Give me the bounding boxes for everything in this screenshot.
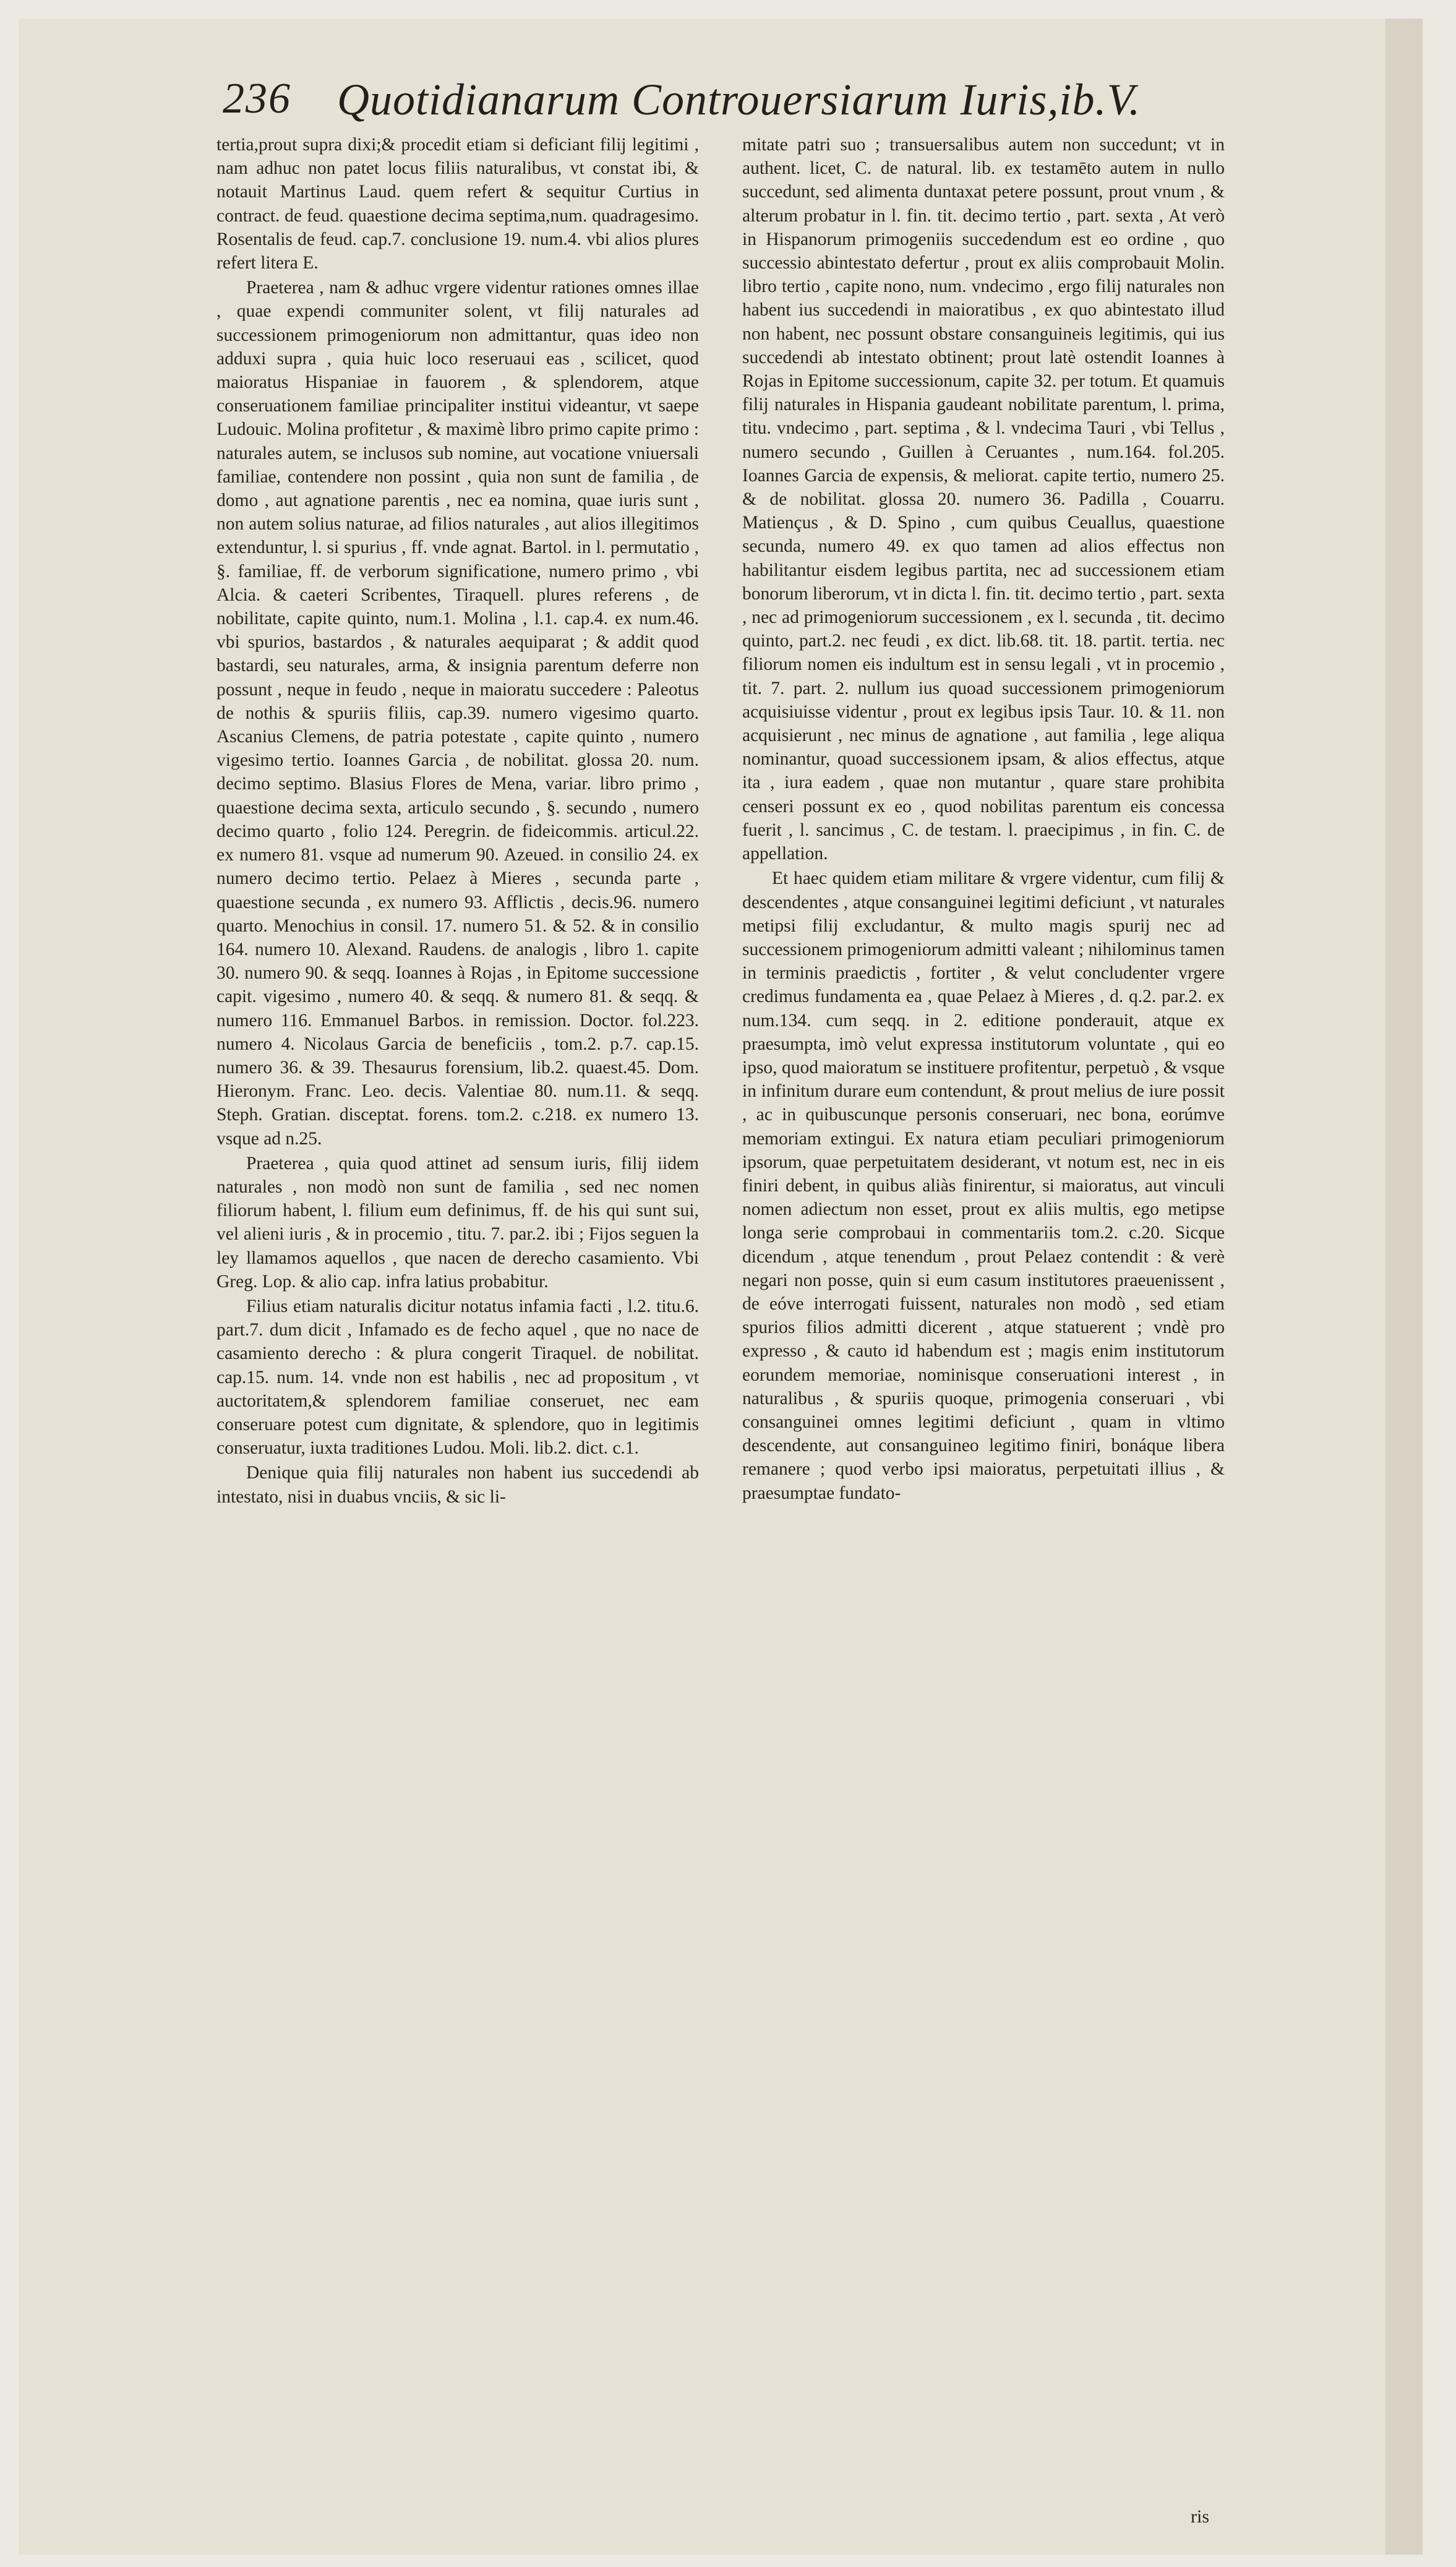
paragraph: mitate patri suo ; transuersalibus autem non succedunt; vt in authent. licet, C. de natural. lib. ex testamēto autem in nullo succedunt, sed alimenta duntaxat petere possunt, prout vnum , & alterum probatur in l. fin. tit. decimo tertio , part. sexta , At verò in Hispanorum primogeniis succedendum est eo ordine , quo successio abintestato defertur , prout ex aliis comprobauit Molin. libro tertio , capite nono, num. vndecimo , ergo filij naturales non habent ius succedendi in maioratibus , ex quo abintestato illud non habent, nec possunt obstare consanguineis legitimis, qui ius succedendi ab intestato obtinent; prout latè ostendit Ioannes à Rojas in Epitome successionum, capite 32. per totum. Et quamuis filij naturales in Hispania gaudeant nobilitate parentum, l. prima, titu. vndecimo , part. septima , & l. vndecima Tauri , vbi Tellus , numero secundo , Guillen à Ceruantes , num.164. fol.205. Ioannes Garcia de expensis, & meliorat. capite tertio, numero 25. & de nobilitat. glossa 20. numero 36. Padilla , Couarru. Matiençus , & D. Spino , cum quibus Ceuallus, quaestione secunda, numero 49. ex quo tamen ad alios effectus non habilitantur eisdem legibus partita, nec ad successionem etiam bonorum liberorum, vt in dicta l. fin. tit. decimo tertio , part. sexta , nec ad primogeniorum successionem , ex l. secunda , tit. decimo quinto, part.2. nec feudi , ex dict. lib.68. tit. 18. partit. tertia. nec filiorum nomen eis indultum est in sensu legali , vt in procemio , tit. 7. part. 2. nullum ius quoad successionem primogeniorum acquisiuisse videntur , prout ex legibus ipsis Taur. 10. & 11. non acquisierunt , nec minus de agnatione , aut familia , lege aliqua nominantur, quoad successionem ipsam, & alios effectus, atque ita , iura eadem , quae non mutantur , quare stare prohibita censeri possunt ex eo , quod nobilitas parentum eis concessa fuerit , l. sancimus , C. de testam. l. praecipimus , in fin. C. de appellation.	[742, 135, 1225, 864]
left-column	[216, 133, 699, 2533]
right-column	[742, 133, 1225, 2533]
paragraph: Et haec quidem etiam militare & vrgere videntur, cum filij & descendentes , atque consanguinei legitimi deficiunt , vt naturales metipsi filij excludantur, & multo magis spurij nec ad successionem primogeniorum admitti valeant ; nihilominus tamen in terminis praedictis , fortiter , & velut concludenter vrgere credimus fundamenta ea , quae Pelaez à Mieres , d. q.2. par.2. ex num.134. cum seqq. in 2. editione ponderauit, atque ex praesumpta, imò velut expressa institutorum voluntate , qui eo ipso, quod maioratum se instituere profitentur, perpetuò , & vsque in infinitum durare eum contendunt, & prout melius de iure possit , ac in quibuscunque personis conseruari, nec bona, eorúmve memoriam extingui. Ex natura etiam peculiari primogeniorum ipsorum, quae perpetuitatem desiderant, vt notum est, nec in eis finiri debent, in quibus aliàs finirentur, si maioratus, aut vinculi nomen adiectum non esset, prout ex aliis multis, ego metipse longa serie comprobaui in commentariis tom.2. c.20. Sicque dicendum , atque tenendum , prout Pelaez contendit : & verè negari non posse, quin si eum casum institutores praeuenissent , de eóve interrogati fuissent, naturales non modò , sed etiam spurios filios admitti dicerent , atque statuerent ; vndè pro expresso , & cauto id habendum est ; magis enim institutorum eorundem memoriae, nominisque conseruationi interest , in naturalibus , & spuriis quoque, primogenia conseruari , vbi consanguinei omnes legitimi deficiunt , quam in vltimo descendente, aut consanguineo legitimo finiri, bonáque libera remanere ; quod verbo ipsi maioratus, perpetuitati illius , & praesumptae fundato-	[742, 868, 1225, 1503]
catchword: ris	[1191, 2506, 1209, 2527]
paragraph: tertia,prout supra dixi;& procedit etiam si deficiant filij legitimi , nam adhuc non patet locus filiis naturalibus, vt constat ibi, & notauit Martinus Laud. quem refert & sequitur Curtius in contract. de feud. quaestione decima septima,num. quadragesimo. Rosentalis de feud. cap.7. conclusione 19. num.4. vbi alios plures refert litera E.	[216, 135, 699, 273]
text-columns	[216, 133, 1225, 2533]
paragraph: Denique quia filij naturales non habent ius succedendi ab intestato, nisi in duabus vnciis, & sic li-	[216, 1463, 699, 1507]
folio-number: 236	[223, 75, 291, 122]
paragraph: Filius etiam naturalis dicitur notatus infamia facti , l.2. titu.6. part.7. dum dicit , Infamado es de fecho aquel , que no nace de casamiento derecho : & plura congerit Tiraquel. de nobilitat. cap.15. num. 14. vnde non est habilis , nec ad propositum , vt auctoritatem,& splendorem familiae conseruet, nec eam conseruare potest cum dignitate, & splendore, quo in legitimis conseruatur, iuxta traditiones Ludou. Moli. lib.2. dict. c.1.	[216, 1296, 699, 1459]
page-header	[223, 68, 1225, 136]
running-title: Quotidianarum Controuersiarum Iuris,ib.V.	[337, 75, 1141, 124]
paragraph: Praeterea , nam & adhuc vrgere videntur rationes omnes illae , quae expendi communiter solent, vt filij naturales ad successionem primogeniorum non admittantur, quas ideo non adduxi supra , quia huic loco reseruaui eas , scilicet, quod maioratus Hispaniae in fauorem , & splendorem, atque conseruationem familiae principaliter institui videantur, vt saepe Ludouic. Molina profitetur , & maximè libro primo capite primo : naturales autem, se inclusos sub nomine, aut vocatione vniuersali familiae, contendere non possint , quia non sunt de familia , de domo , aut agnatione parentis , nec ea nomina, quae iuris sunt , non autem solius naturae, ad filios naturales , aut alios illegitimos extenduntur, l. si spurius , ff. vnde agnat. Bartol. in l. permutatio , §. familiae, ff. de verborum significatione, numero primo , vbi Alcia. & caeteri Scribentes, Tiraquell. plures referens , de nobilitate, capite quinto, num.1. Molina , l.1. cap.4. ex num.46. vbi spurios, bastardos , & naturales aequiparat ; & addit quod bastardi, seu naturales, arma, & insignia parentum deferre non possunt , neque in feudo , neque in maioratu succedere : Paleotus de nothis & spuriis filiis, cap.39. numero vigesimo quarto. Ascanius Clemens, de patria potestate , capite quinto , numero vigesimo tertio. Ioannes Garcia , de nobilitat. glossa 20. num. decimo septimo. Blasius Flores de Mena, variar. libro primo , quaestione decima sexta, articulo secundo , §. secundo , numero decimo quarto , folio 124. Peregrin. de fideicommis. articul.22. ex numero 81. vsque ad numerum 90. Azeued. in consilio 24. ex numero decimo tertio. Pelaez à Mieres , secunda parte , quaestione secunda , ex numero 93. Afflictis , decis.96. numero quarto. Menochius in consil. 17. numero 51. & 52. & in consilio 164. numero 10. Alexand. Raudens. de analogis , libro 1. capite 30. numero 90. & seqq. Ioannes à Rojas , in Epitome successione capit. vigesimo , numero 40. & seqq. & numero 81. & seqq. & numero 116. Emmanuel Barbos. in remission. Doctor. fol.223. numero 4. Nicolaus Garcia de beneficiis , tom.2. p.7. cap.15. numero 36. & 39. Thesaurus forensium, lib.2. quaest.45. Dom. Hieronym. Franc. Leo. decis. Valentiae 80. num.11. & seqq. Steph. Gratian. disceptat. forens. tom.2. c.218. ex numero 13. vsque ad n.25.	[216, 278, 699, 1149]
page-edge-shadow	[1385, 19, 1423, 2555]
paragraph: Praeterea , quia quod attinet ad sensum iuris, filij iidem naturales , non modò non sunt de familia , sed nec nomen filiorum habent, l. filium eum definimus, ff. de his qui sunt sui, vel alieni iuris , & in procemio , titu. 7. par.2. ibi ; Fijos seguen la ley llamamos aquellos , que nacen de derecho casamiento. Vbi Greg. Lop. & alio cap. infra latius probabitur.	[216, 1153, 699, 1292]
